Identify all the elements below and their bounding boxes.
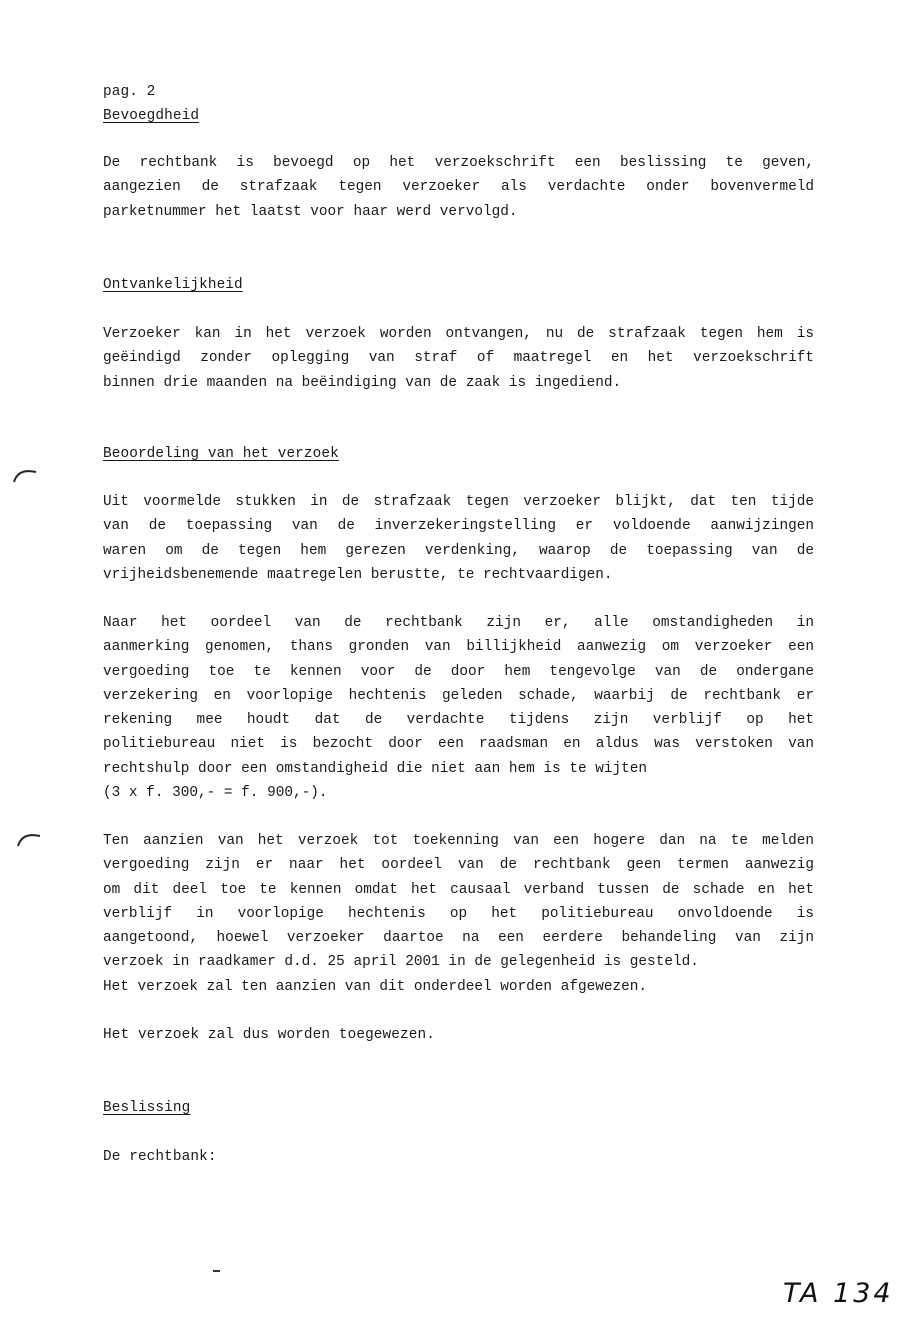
- heading-beslissing: Beslissing: [103, 1100, 191, 1116]
- text-line: De rechtbank is bevoegd op het verzoekschrift een beslissing te geven,: [103, 155, 814, 171]
- paragraph-beoordeling-2: [103, 611, 814, 805]
- text-line: vrijheidsbenemende maatregelen berustte, te rechtvaardigen.: [103, 566, 613, 583]
- text-line: Uit voormelde stukken in de strafzaak tegen verzoeker blijkt, dat ten tijde: [103, 494, 814, 510]
- punch-hole-mark-icon: [14, 826, 44, 848]
- punch-hole-mark-icon: [10, 462, 40, 484]
- text-line: Ten aanzien van het verzoek tot toekenning van een hogere dan na te melden: [103, 833, 814, 849]
- heading-bevoegdheid: Bevoegdheid: [103, 108, 200, 124]
- paragraph-bevoegdheid: [103, 151, 814, 224]
- text-line: geëindigd zonder oplegging van straf of maatregel en het verzoekschrift: [103, 350, 814, 367]
- amount-line: (3 x f. 300,- = f. 900,-).: [103, 785, 328, 802]
- heading-beoordeling: Beoordeling van het verzoek: [103, 446, 339, 462]
- paragraph-ontvankelijkheid: [103, 322, 814, 395]
- paragraph-beoordeling-1: [103, 490, 814, 587]
- text-line: binnen drie maanden na beëindiging van de zaak is ingediend.: [103, 374, 622, 391]
- text-line: vergoeding toe te kennen voor de door hem tengevolge van de ondergane: [103, 663, 814, 680]
- text-line: verzekering en voorlopige hechtenis geleden schade, waarbij de rechtbank er: [103, 687, 814, 704]
- text-line: aanmerking genomen, thans gronden van billijkheid aanwezig om verzoeker een: [103, 639, 814, 656]
- speck-mark-icon: [212, 1268, 224, 1274]
- text-line: Naar het oordeel van de rechtbank zijn er, alle omstandigheden in: [103, 615, 814, 631]
- text-line: politiebureau niet is bezocht door een raadsman en aldus was verstoken van: [103, 736, 814, 753]
- text-line: aangetoond, hoewel verzoeker daartoe na een eerdere behandeling van zijn: [103, 930, 814, 947]
- heading-ontvankelijkheid: Ontvankelijkheid: [103, 277, 243, 293]
- text-line: Verzoeker kan in het verzoek worden ontvangen, nu de strafzaak tegen hem is: [103, 326, 814, 342]
- text-line: rechtshulp door een omstandigheid die niet aan hem is te wijten: [103, 760, 648, 777]
- text-line: om dit deel toe te kennen omdat het causaal verband tussen de schade en het: [103, 881, 814, 898]
- text-line: verzoek in raadkamer d.d. 25 april 2001 in de gelegenheid is gesteld.: [103, 954, 699, 971]
- paragraph-beoordeling-3: [103, 829, 814, 999]
- text-line: verblijf in voorlopige hechtenis op het politiebureau onvoldoende is: [103, 905, 814, 922]
- text-line: waren om de tegen hem gerezen verdenking, waarop de toepassing van de: [103, 542, 814, 559]
- handwritten-stamp: TA 134: [783, 1278, 894, 1309]
- conclusion-line: Het verzoek zal dus worden toegewezen.: [103, 1027, 435, 1043]
- text-line: van de toepassing van de inverzekeringstelling er voldoende aanwijzingen: [103, 518, 814, 535]
- beslissing-intro: De rechtbank:: [103, 1149, 217, 1165]
- text-line: rekening mee houdt dat de verdachte tijdens zijn verblijf op het: [103, 712, 814, 729]
- text-line: vergoeding zijn er naar het oordeel van de rechtbank geen termen aanwezig: [103, 857, 814, 874]
- text-line: Het verzoek zal ten aanzien van dit onderdeel worden afgewezen.: [103, 978, 648, 995]
- page-number: pag. 2: [103, 84, 156, 100]
- text-line: aangezien de strafzaak tegen verzoeker als verdachte onder bovenvermeld: [103, 179, 814, 196]
- text-line: parketnummer het laatst voor haar werd vervolgd.: [103, 203, 518, 220]
